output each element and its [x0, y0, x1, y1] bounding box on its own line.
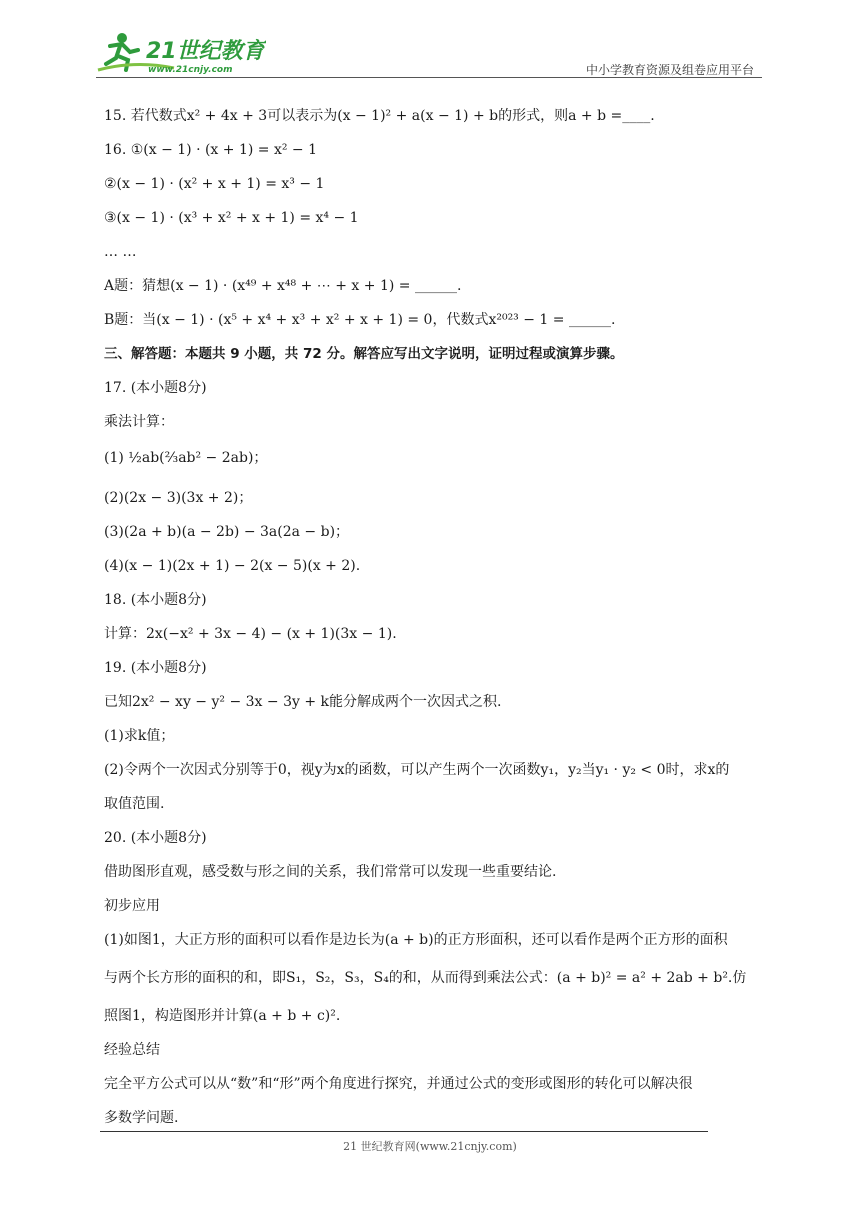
footer-text: 21 世纪教育网(www.21cnjy.com): [343, 1140, 517, 1153]
question-20-part-1: (1)如图1，大正方形的面积可以看作是边长为(a + b)的正方形面积，还可以看作是两个正方形的面积: [104, 932, 728, 948]
footer-divider: [100, 1131, 708, 1132]
question-16: 16. ①(x − 1) · (x + 1) = x² − 1: [104, 142, 318, 158]
question-17-title: 17. (本小题8分): [104, 380, 207, 396]
site-logo: [96, 30, 266, 76]
runner-logo-icon: [96, 30, 266, 76]
question-19-body: 已知2x² − xy − y² − 3x − 3y + k能分解成两个一次因式之积.: [104, 694, 502, 710]
question-19-part-1: (1)求k值；: [104, 728, 175, 744]
section-heading: 三、解答题：本题共 9 小题，共 72 分。解答应写出文字说明，证明过程或演算步骤。: [104, 346, 624, 362]
question-20-summary-heading: 经验总结: [104, 1042, 160, 1058]
question-16-item-3: ③(x − 1) · (x³ + x² + x + 1) = x⁴ − 1: [104, 210, 359, 226]
question-17-part-2: (2)(2x − 3)(3x + 2)；: [104, 490, 253, 506]
question-19-part-2: (2)令两个一次因式分别等于0，视y为x的函数，可以产生两个一次函数y₁，y₂当y₁ · y₂ < 0时，求x的: [104, 762, 730, 778]
question-19-part-2-cont: 取值范围.: [104, 796, 165, 812]
question-20-part-1-cont: 与两个长方形的面积的和，即S₁，S₂，S₃，S₄的和，从而得到乘法公式：(a + b)² = a² + 2ab + b².仿: [104, 970, 747, 986]
question-15: 15. 若代数式x² + 4x + 3可以表示为(x − 1)² + a(x − 1) + b的形式，则a + b =____.: [104, 108, 655, 124]
question-17-part-1: (1) ½ab(⅔ab² − 2ab)；: [104, 450, 268, 466]
svg-text:www.21cnjy.com: www.21cnjy.com: [148, 65, 233, 75]
page-header: [96, 28, 762, 80]
question-17-prompt: 乘法计算：: [104, 414, 174, 430]
question-16-part-b: B题：当(x − 1) · (x⁵ + x⁴ + x³ + x² + x + 1) = 0，代数式x²⁰²³ − 1 = ______.: [104, 312, 616, 328]
question-17-part-4: (4)(x − 1)(2x + 1) − 2(x − 5)(x + 2).: [104, 558, 361, 574]
question-19-title: 19. (本小题8分): [104, 660, 207, 676]
header-divider: [96, 77, 762, 78]
question-17-part-3: (3)(2a + b)(a − 2b) − 3a(2a − b)；: [104, 524, 350, 540]
question-16-ellipsis: … …: [104, 244, 137, 260]
question-16-item-2: ②(x − 1) · (x² + x + 1) = x³ − 1: [104, 176, 325, 192]
question-20-summary-cont: 多数学问题.: [104, 1110, 179, 1126]
question-20-summary: 完全平方公式可以从“数”和“形”两个角度进行探究，并通过公式的变形或图形的转化可以解决很: [104, 1076, 693, 1092]
question-18-body: 计算：2x(−x² + 3x − 4) − (x + 1)(3x − 1).: [104, 626, 397, 642]
question-20-part-1-end: 照图1，构造图形并计算(a + b + c)².: [104, 1008, 341, 1024]
platform-name: 中小学教育资源及组卷应用平台: [585, 63, 754, 77]
question-18-title: 18. (本小题8分): [104, 592, 207, 608]
svg-text:21世纪教育: 21世纪教育: [146, 39, 265, 64]
question-16-part-a: A题：猜想(x − 1) · (x⁴⁹ + x⁴⁸ + ⋯ + x + 1) = ______.: [104, 278, 462, 294]
question-20-subheading: 初步应用: [104, 898, 160, 914]
question-20-intro: 借助图形直观，感受数与形之间的关系，我们常常可以发现一些重要结论.: [104, 864, 557, 880]
question-20-title: 20. (本小题8分): [104, 830, 207, 846]
